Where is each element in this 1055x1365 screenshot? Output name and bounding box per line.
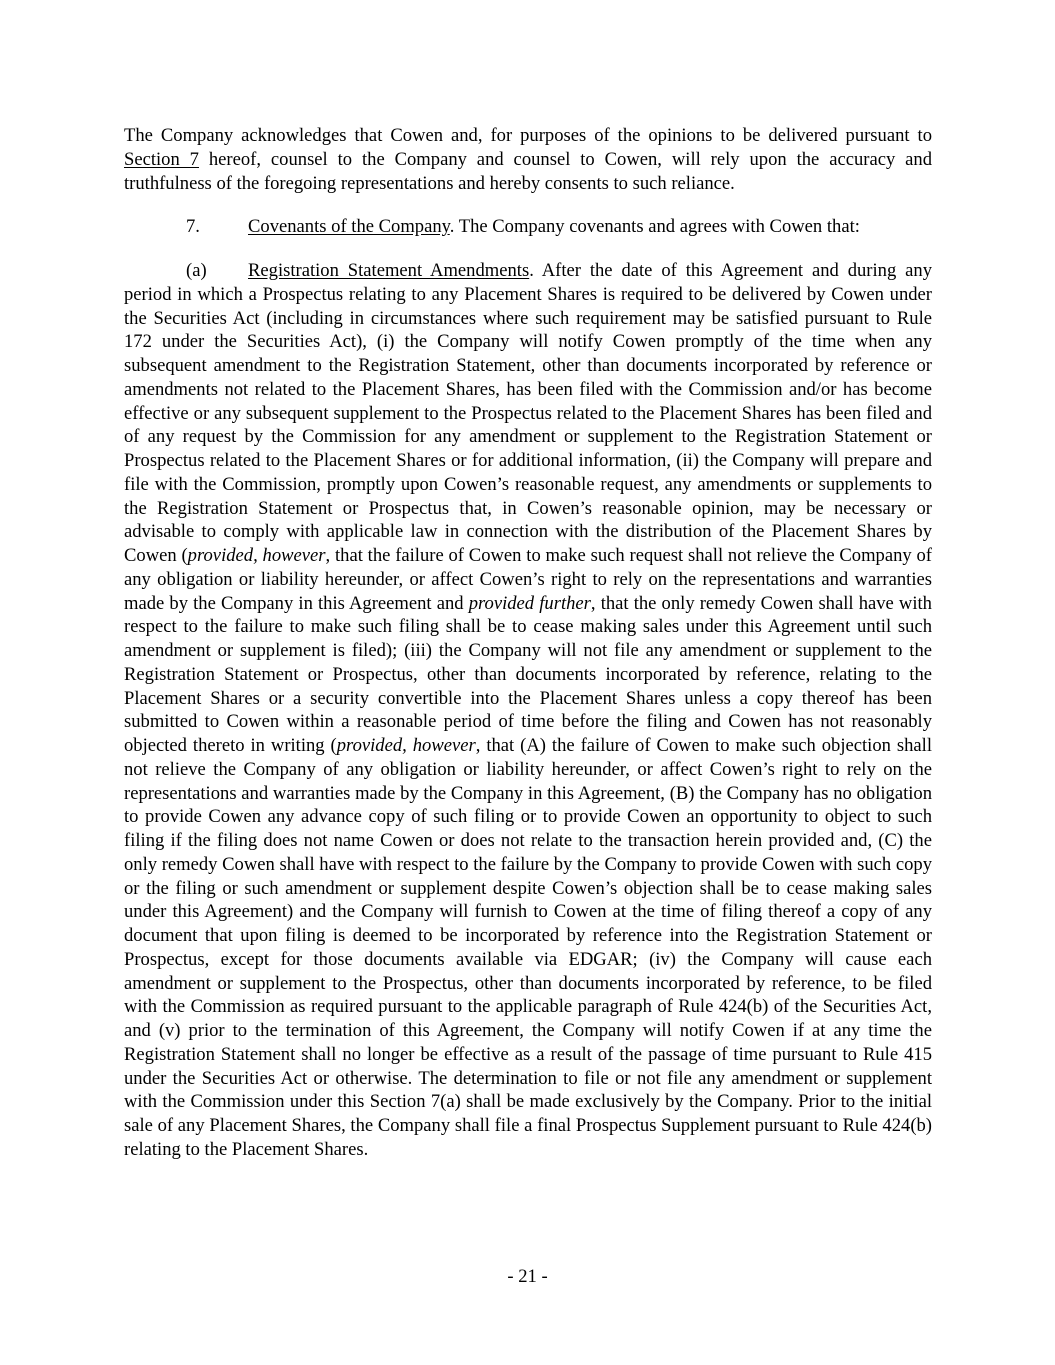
section-intro-text: . The Company covenants and agrees with Cowen that: bbox=[449, 216, 860, 238]
section-7-reference: Section 7 bbox=[124, 148, 199, 170]
reliance-paragraph bbox=[124, 124, 932, 195]
reliance-text-1: The Company acknowledges that Cowen and, for purposes of the opinions to be delivered pursuant to bbox=[124, 125, 932, 146]
section-7-heading-paragraph bbox=[124, 215, 932, 239]
subsection-text-3: , that the only remedy Cowen shall have with respect to the failure to make such filing shall be to cease making sales under this Agreement until such amendment or supplement is filed); (iii) the Company will not file any amendment or supplement to the Registration Statement or Prospectus, other than documents incorporated by reference, relating to the Placement Shares or a security convertible into the Placement Shares unless a copy thereof has been submitted to Cowen within a reasonable period of time before the filing and Cowen has not reasonably objected thereto in writing ( bbox=[124, 592, 932, 756]
section-number: 7. bbox=[186, 216, 200, 238]
subsection-a-paragraph bbox=[124, 259, 932, 1162]
subsection-heading: Registration Statement Amendments bbox=[248, 260, 530, 281]
subsection-text-4: , that (A) the failure of Cowen to make such objection shall not relieve the Company of any obligation or liability hereunder, or affect Cowen’s right to rely on the representations and warranties made by the Company in this Agreement, (B) the Company has no obligation to provide Cowen any advance copy of such filing or to provide Cowen an opportunity to object to such filing if the filing does not name Cowen or does not relate to the transaction herein provided and, (C) the only remedy Cowen shall have with respect to the failure by the Company to provide Cowen with such copy or the filing or such amendment or supplement despite Cowen’s objection shall be to cease making sales under this Agreement) and the Company will furnish to Cowen at the time of filing thereof a copy of any document that upon filing is deemed to be incorporated by reference into the Registration Statement or Prospectus, except for those documents available via EDGAR; (iv) the Company will cause each amendment or supplement to the Prospectus, other than documents incorporated by reference, to be filed with the Commission as required pursuant to the applicable paragraph of Rule 424(b) of the Securities Act, and (v) prior to the termination of this Agreement, the Company will notify Cowen if at any time the Registration Statement shall no longer be effective as a result of the passage of time pursuant to Rule 415 under the Securities Act or otherwise. The determination to file or not file any amendment or supplement with the Commission under this Section 7(a) shall be made exclusively by the Company. Prior to the initial sale of any Placement Shares, the Company shall file a final Prospectus Supplement pursuant to Rule 424(b) relating to the Placement Shares. bbox=[124, 735, 932, 1160]
subsection-label: (a) bbox=[186, 260, 207, 281]
section-heading: Covenants of the Company bbox=[248, 216, 450, 238]
proviso-italic-2: provided further bbox=[468, 592, 591, 614]
subsection-text-2: , that the failure of Cowen to make such request shall not relieve the Company of any obligation or liability hereunder, or affect Cowen’s right to rely on the representations and warranties made by the Company in this Agreement and bbox=[124, 545, 932, 614]
page-number: - 21 - bbox=[507, 1266, 548, 1287]
document-page bbox=[124, 124, 932, 1162]
proviso-italic-1: provided, however bbox=[187, 545, 326, 566]
subsection-text-1: . After the date of this Agreement and during any period in which a Prospectus relating to any Placement Shares is required to be delivered by Cowen under the Securities Act (including in circumstances where such requirement may be satisfied pursuant to Rule 172 under the Securities Act), (i) the Company will notify Cowen promptly of the time when any subsequent amendment to the Registration Statement, other than documents incorporated by reference or amendments not related to the Placement Shares, has been filed with the Commission and/or has become effective or any subsequent supplement to the Prospectus related to the Placement Shares has been filed and of any request by the Commission for any amendment or supplement to the Registration Statement or Prospectus related to the Placement Shares or for additional information, (ii) the Company will prepare and file with the Commission, promptly upon Cowen’s reasonable request, any amendments or supplements to the Registration Statement or Prospectus that, in Cowen’s reasonable opinion, may be necessary or advisable to comply with applicable law in connection with the distribution of the Placement Shares by Cowen ( bbox=[124, 260, 933, 566]
reliance-text-2: hereof, counsel to the Company and counsel to Cowen, will rely upon the accuracy and truthfulness of the foregoing representations and hereby consents to such reliance. bbox=[124, 148, 932, 194]
proviso-italic-3: provided, however bbox=[336, 735, 476, 756]
